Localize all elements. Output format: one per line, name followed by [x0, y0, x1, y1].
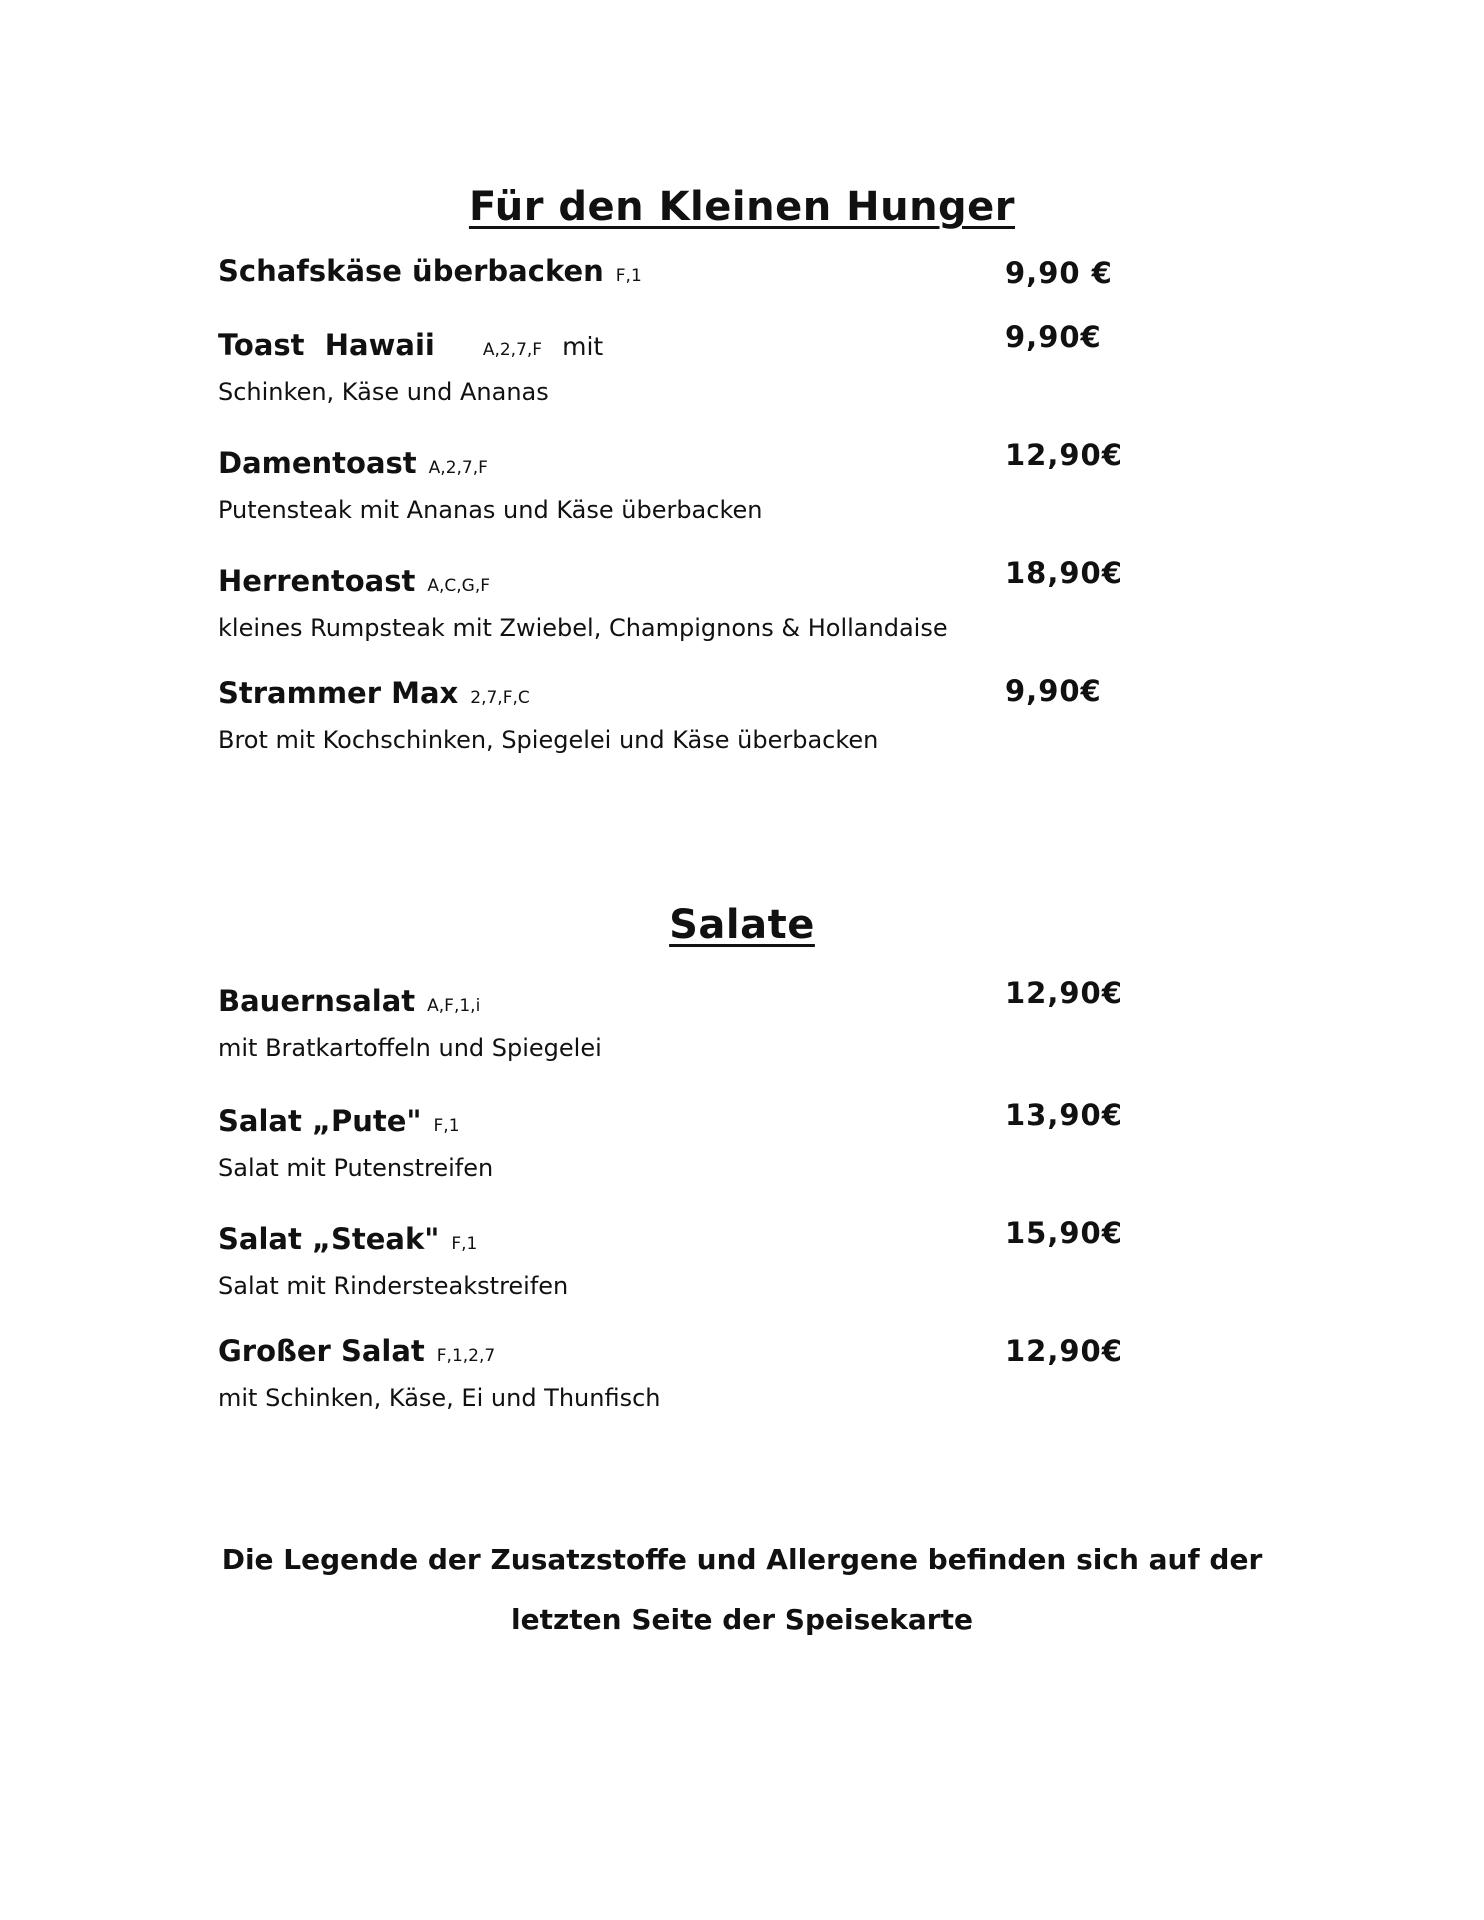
item-name: Strammer Max — [218, 676, 459, 710]
item-name: Salat „Steak" — [218, 1222, 440, 1256]
section-title-kleiner-hunger: Für den Kleinen Hunger — [468, 184, 1016, 230]
item-price: 13,90€ — [1005, 1098, 1123, 1132]
item-description: Salat mit Putenstreifen — [218, 1154, 494, 1182]
item-name: Damentoast — [218, 446, 417, 480]
item-allergen-codes: F,1,2,7 — [436, 1346, 496, 1366]
item-allergen-codes: A,C,G,F — [427, 576, 491, 596]
menu-item — [218, 564, 1118, 642]
item-description: mit Bratkartoffeln und Spiegelei — [218, 1034, 602, 1062]
footer-line-1: Die Legende der Zusatzstoffe und Allergene befinden sich auf der — [221, 1543, 1263, 1576]
item-description: kleines Rumpsteak mit Zwiebel, Champignons & Hollandaise — [218, 614, 948, 642]
item-price: 12,90€ — [1005, 1334, 1123, 1368]
item-allergen-codes: A,F,1,i — [427, 996, 481, 1016]
item-allergen-codes: F,1 — [615, 266, 642, 286]
item-name: Salat „Pute" — [218, 1104, 422, 1138]
menu-item — [218, 328, 1118, 406]
item-description: Brot mit Kochschinken, Spiegelei und Käse überbacken — [218, 726, 879, 754]
item-allergen-codes: F,1 — [451, 1234, 478, 1254]
item-name: Bauernsalat — [218, 984, 416, 1018]
menu-item — [218, 446, 1118, 524]
item-name: Großer Salat — [218, 1334, 425, 1368]
item-description: mit Schinken, Käse, Ei und Thunfisch — [218, 1384, 661, 1412]
item-price: 9,90€ — [1005, 674, 1102, 708]
item-price: 12,90€ — [1005, 438, 1123, 472]
menu-item — [218, 676, 1118, 754]
item-allergen-codes: A,2,7,F — [482, 340, 543, 360]
item-description: Salat mit Rindersteakstreifen — [218, 1272, 569, 1300]
item-price: 9,90€ — [1005, 320, 1102, 354]
item-extra-text: mit — [562, 332, 604, 361]
item-price: 12,90€ — [1005, 976, 1123, 1010]
menu-item — [218, 1222, 1118, 1300]
menu-item — [218, 984, 1118, 1062]
item-allergen-codes: F,1 — [433, 1116, 460, 1136]
menu-item — [218, 254, 1118, 298]
item-description: Schinken, Käse und Ananas — [218, 378, 549, 406]
item-price: 9,90 € — [1005, 256, 1113, 290]
item-allergen-codes: 2,7,F,C — [470, 688, 530, 708]
item-name: Schafskäse überbacken — [218, 254, 604, 288]
allergen-legend-note — [0, 1530, 1484, 1650]
footer-line-2: letzten Seite der Speisekarte — [511, 1603, 973, 1636]
item-name: Herrentoast — [218, 564, 416, 598]
item-name: Toast Hawaii — [218, 328, 435, 362]
item-description: Putensteak mit Ananas und Käse überbacken — [218, 496, 763, 524]
item-allergen-codes: A,2,7,F — [428, 458, 488, 478]
section-title-salate: Salate — [669, 902, 815, 948]
item-price: 15,90€ — [1005, 1216, 1123, 1250]
item-price: 18,90€ — [1005, 556, 1123, 590]
menu-item — [218, 1334, 1118, 1412]
menu-item — [218, 1104, 1118, 1182]
